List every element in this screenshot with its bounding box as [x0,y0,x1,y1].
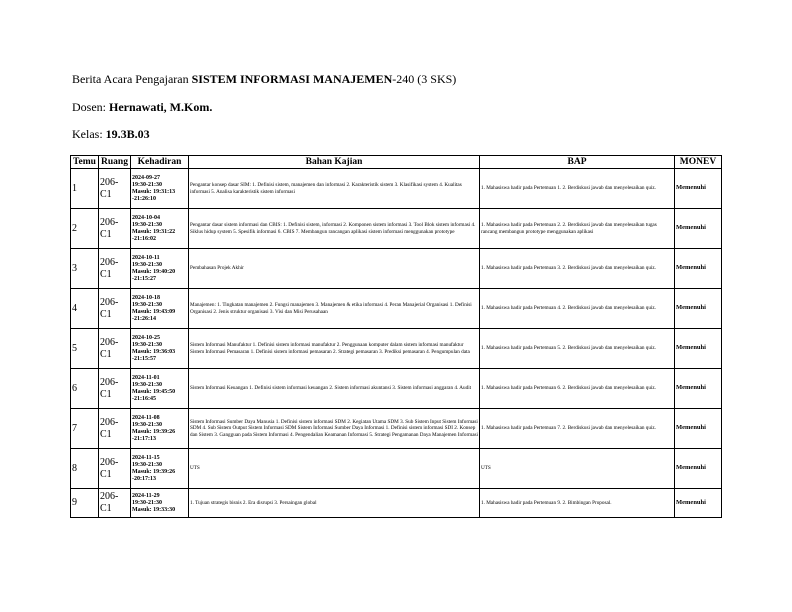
cell-ruang: 206-C1 [99,369,131,409]
cell-ruang: 206-C1 [99,409,131,449]
kehadiran-line: 2024-10-11 [132,254,160,261]
cell-bap: 1. Mahasiswa hadir pada Pertemuan 6. 2. Berdiskusi jawab dan menyelesaikan quiz. [480,369,675,409]
kehadiran-line: 19:30-21:30 [132,261,162,268]
cell-ruang: 206-C1 [99,289,131,329]
kehadiran-line: 2024-10-25 [132,334,160,341]
table-row [71,489,722,518]
lecturer-name: Hernawati, M.Kom. [109,100,213,114]
cell-ruang: 206-C1 [99,329,131,369]
cell-ruang: 206-C1 [99,169,131,209]
kehadiran-line: -21:26:14 [132,315,156,322]
cell-bahan-kajian: Sistem Informasi Keuangan 1. Definisi sistem informasi keuangan 2. Sistem informasi akuntansi 3. Sistem informasi anggaran 4. Audit [189,369,480,409]
cell-temu: 9 [71,489,99,518]
cell-kehadiran [131,289,189,329]
kehadiran-line: Masuk: 19:40:20 [132,268,176,275]
col-kehadiran: Kehadiran [131,156,189,169]
kehadiran-line: Masuk: 19:31:22 [132,228,176,235]
cell-kehadiran [131,409,189,449]
kehadiran-line: 2024-11-01 [132,374,160,381]
kehadiran-line: -21:17:13 [132,435,156,442]
col-monev: MONEV [675,156,722,169]
cell-kehadiran [131,489,189,518]
kehadiran-line: -20:17:13 [132,475,156,482]
cell-bap: 1. Mahasiswa hadir pada Pertemuan 1. 2. Berdiskusi jawab dan menyelesaikan quiz. [480,169,675,209]
lecturer-line: Dosen: Hernawati, M.Kom. [72,100,213,114]
kehadiran-line: Masuk: 19:43:09 [132,308,176,315]
table-row [71,409,722,449]
cell-monev: Memenuhi [675,449,722,489]
col-bap: BAP [480,156,675,169]
cell-temu: 3 [71,249,99,289]
cell-kehadiran [131,329,189,369]
table-row [71,209,722,249]
kehadiran-line: Masuk: 19:39:26 [132,428,176,435]
cell-bahan-kajian: Pengantar dasar sistem informasi dan CBIS: 1. Definisi sistem, informasi 2. Komponen sistem informasi 3. Tool Blok sistem informasi 4. Siklus hidup system 5. Spesifik informasi 6. CBIS 7. Membangun rancangan aplikasi sistem informasi menggunakan prototype [189,209,480,249]
cell-temu: 2 [71,209,99,249]
kehadiran-line: 19:30-21:30 [132,181,162,188]
kehadiran-line: Masuk: 19:36:03 [132,348,176,355]
kehadiran-line: 19:30-21:30 [132,221,162,228]
col-bahan-kajian: Bahan Kajian [189,156,480,169]
kehadiran-line: 19:30-21:30 [132,421,162,428]
cell-monev: Memenuhi [675,209,722,249]
cell-temu: 5 [71,329,99,369]
cell-kehadiran [131,449,189,489]
cell-ruang: 206-C1 [99,489,131,518]
cell-ruang: 206-C1 [99,249,131,289]
document-title: Berita Acara Pengajaran SISTEM INFORMASI MANAJEMEN-240 (3 SKS) [72,72,457,86]
kehadiran-line: -21:15:27 [132,275,156,282]
cell-bahan-kajian: Sistem Informasi Sumber Daya Manusia 1. Definisi sistem informasi SDM 2. Kegiatan Utama SDM 3. Sub Sistem Input Sistem Informasi SDM 4. Sub Sistem Output Sistem Informasi SDM Sistem Informasi Sumber Daya Informasi 1. Definisi sistem informasi SDI 2. Konsep dan Sistem 3. Gangguan pada Sistem Informasi 4. Pengendalian Keamanan Informasi 5. Strategi Pengamanan Daya Manajemen Informasi [189,409,480,449]
table-row [71,289,722,329]
col-temu: Temu [71,156,99,169]
cell-bahan-kajian: Sistem Informasi Manufaktur 1. Definisi sistem informasi manufaktur 2. Penggunaan komputer dalam sistem informasi manufaktur Sistem Informasi Pemasaran 1. Definisi sistem informasi pemasaran 2. Strategi pemasaran 3. Prediksi pemasaran 4. Pengumpulan data [189,329,480,369]
cell-monev: Memenuhi [675,249,722,289]
cell-bahan-kajian: Manajemen: 1. Tingkatan manajemen 2. Fungsi manajemen 3. Manajemen & etika informasi 4. Peran Manajerial Organisasi 1. Definisi Organisasi 2. Jenis struktur organisasi 3. Visi dan Misi Perusahaan [189,289,480,329]
kehadiran-line: 19:30-21:30 [132,461,162,468]
kehadiran-line: 19:30-21:30 [132,301,162,308]
cell-bap: UTS [480,449,675,489]
cell-bahan-kajian: UTS [189,449,480,489]
table-row [71,329,722,369]
cell-temu: 1 [71,169,99,209]
kehadiran-line: -21:15:57 [132,355,156,362]
cell-kehadiran [131,369,189,409]
teaching-report-table [70,155,722,518]
table-row [71,369,722,409]
kehadiran-line: 2024-11-15 [132,454,160,461]
cell-kehadiran [131,169,189,209]
table-row [71,169,722,209]
table-row [71,449,722,489]
kehadiran-line: Masuk: 19:33:30 [132,506,176,513]
cell-ruang: 206-C1 [99,209,131,249]
table-header-row [71,156,722,169]
cell-monev: Memenuhi [675,409,722,449]
kehadiran-line: 19:30-21:30 [132,499,162,506]
kehadiran-line: Masuk: 19:45:50 [132,388,176,395]
cell-bap: 1. Mahasiswa hadir pada Pertemuan 4. 2. Berdiskusi jawab dan menyelesaikan quiz. [480,289,675,329]
kehadiran-line: 2024-11-29 [132,492,160,499]
cell-kehadiran [131,249,189,289]
cell-monev: Memenuhi [675,169,722,209]
kehadiran-line: Masuk: 19:31:13 [132,188,176,195]
table-row [71,249,722,289]
cell-bap: 1. Mahasiswa hadir pada Pertemuan 2. 2. Berdiskusi jawab dan menyelesaikan tugas rancang membangun prototype menggunakan aplikasi [480,209,675,249]
cell-temu: 8 [71,449,99,489]
cell-monev: Memenuhi [675,289,722,329]
cell-bap: 1. Mahasiswa hadir pada Pertemuan 3. 2. Berdiskusi jawab dan menyelesaikan quiz. [480,249,675,289]
course-name: SISTEM INFORMASI MANAJEMEN [191,72,393,86]
cell-temu: 7 [71,409,99,449]
cell-temu: 4 [71,289,99,329]
kehadiran-line: -21:16:02 [132,235,156,242]
kehadiran-line: Masuk: 19:39:26 [132,468,176,475]
kehadiran-line: -21:16:45 [132,395,156,402]
cell-bahan-kajian: Pengantar konsep dasar SIM: 1. Definisi sistem, manajemen dan informasi 2. Karakteristik sistem 3. Klasifikasi system 4. Kualitas informasi 5. Analisa karakteristik sistem informasi [189,169,480,209]
cell-monev: Memenuhi [675,369,722,409]
class-line: Kelas: 19.3B.03 [72,127,150,141]
kehadiran-line: 19:30-21:30 [132,381,162,388]
kehadiran-line: 19:30-21:30 [132,341,162,348]
class-code: 19.3B.03 [105,127,150,141]
kehadiran-line: 2024-10-18 [132,294,160,301]
cell-monev: Memenuhi [675,329,722,369]
col-ruang: Ruang [99,156,131,169]
cell-bap: 1. Mahasiswa hadir pada Pertemuan 7. 2. Berdiskusi jawab dan menyelesaikan quiz. [480,409,675,449]
kehadiran-line: 2024-11-08 [132,414,160,421]
kehadiran-line: 2024-10-04 [132,214,160,221]
cell-ruang: 206-C1 [99,449,131,489]
cell-bahan-kajian: 1. Tujuan strategis bisnis 2. Era disrupsi 3. Persaingan global [189,489,480,518]
cell-bahan-kajian: Pembahasan Projek Akhir [189,249,480,289]
cell-monev: Memenuhi [675,489,722,518]
cell-kehadiran [131,209,189,249]
cell-bap: 1. Mahasiswa hadir pada Pertemuan 9. 2. Bimbingan Proposal. [480,489,675,518]
cell-bap: 1. Mahasiswa hadir pada Pertemuan 5. 2. Berdiskusi jawab dan menyelesaikan quiz. [480,329,675,369]
cell-temu: 6 [71,369,99,409]
kehadiran-line: 2024-09-27 [132,174,160,181]
kehadiran-line: -21:26:10 [132,195,156,202]
